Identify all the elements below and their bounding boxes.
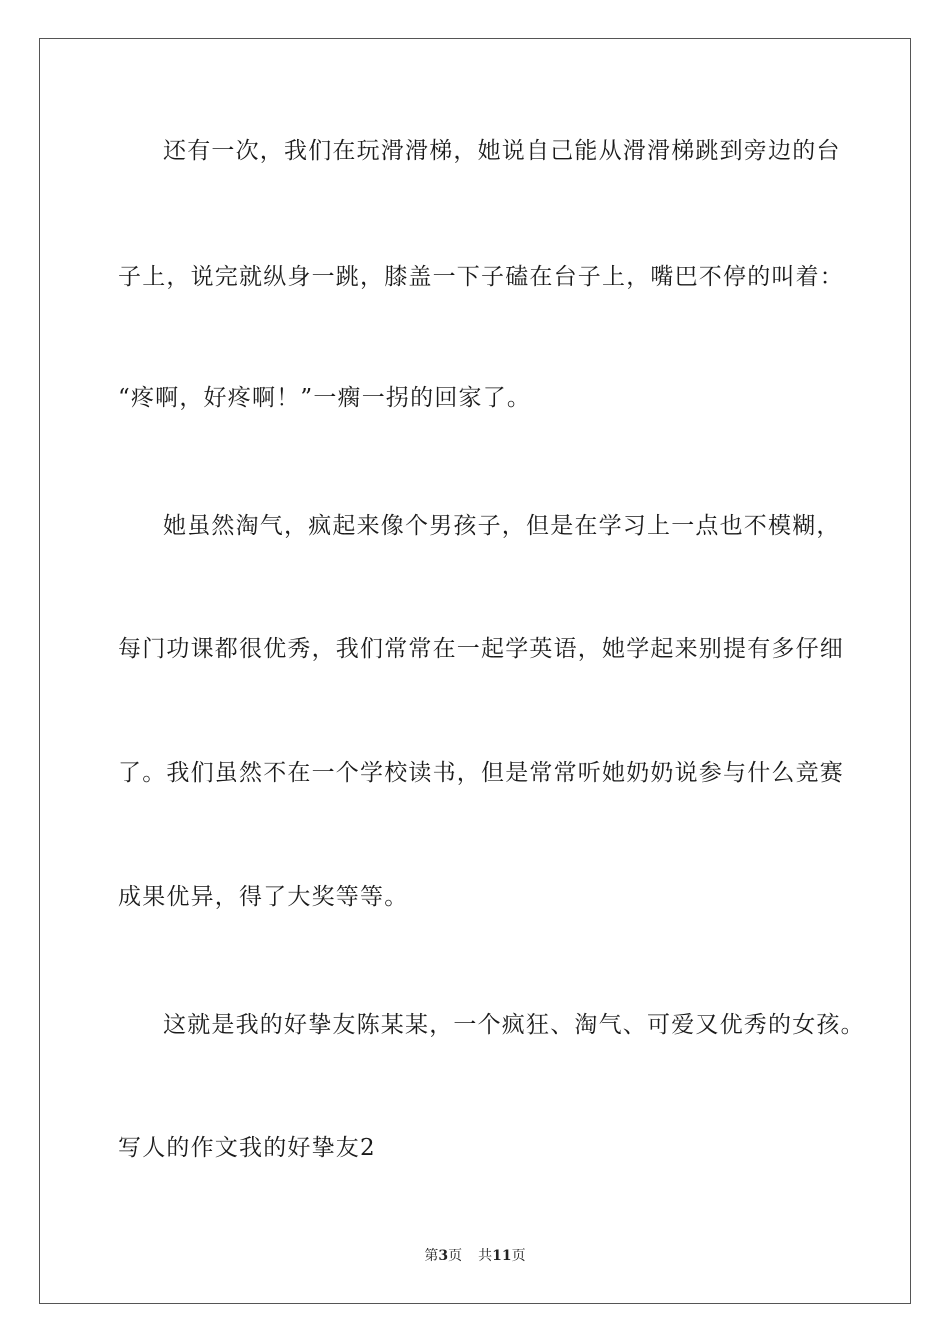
total-pages: 11 xyxy=(492,1248,512,1264)
paragraph-2-line-4: 成果优异，得了大奖等等。 xyxy=(118,884,409,910)
total-suffix: 页 xyxy=(511,1248,526,1264)
paragraph-2-line-1: 她虽然淘气，疯起来像个男孩子，但是在学习上一点也不模糊， xyxy=(163,513,841,539)
paragraph-1-line-2: 子上，说完就纵身一跳，膝盖一下子磕在台子上，嘴巴不停的叫着： xyxy=(118,264,844,290)
page-suffix: 页 xyxy=(448,1248,463,1264)
page-number: 3 xyxy=(438,1248,449,1264)
page-prefix: 第 xyxy=(424,1248,439,1264)
page-border xyxy=(39,38,911,1304)
paragraph-3-line-1: 这就是我的好挚友陈某某，一个疯狂、淘气、可爱又优秀的女孩。 xyxy=(163,1012,865,1038)
section-heading: 写人的作文我的好挚友2 xyxy=(118,1135,376,1161)
paragraph-2-line-2: 每门功课都很优秀，我们常常在一起学英语，她学起来别提有多仔细 xyxy=(118,636,844,662)
paragraph-1-line-3: “疼啊，好疼啊！”一瘸一拐的回家了。 xyxy=(118,385,532,411)
paragraph-1-line-1: 还有一次，我们在玩滑滑梯，她说自己能从滑滑梯跳到旁边的台 xyxy=(163,138,841,164)
paragraph-2-line-3: 了。我们虽然不在一个学校读书，但是常常听她奶奶说参与什么竞赛 xyxy=(118,760,844,786)
page-footer xyxy=(0,1247,950,1265)
total-prefix: 共 xyxy=(478,1248,493,1264)
